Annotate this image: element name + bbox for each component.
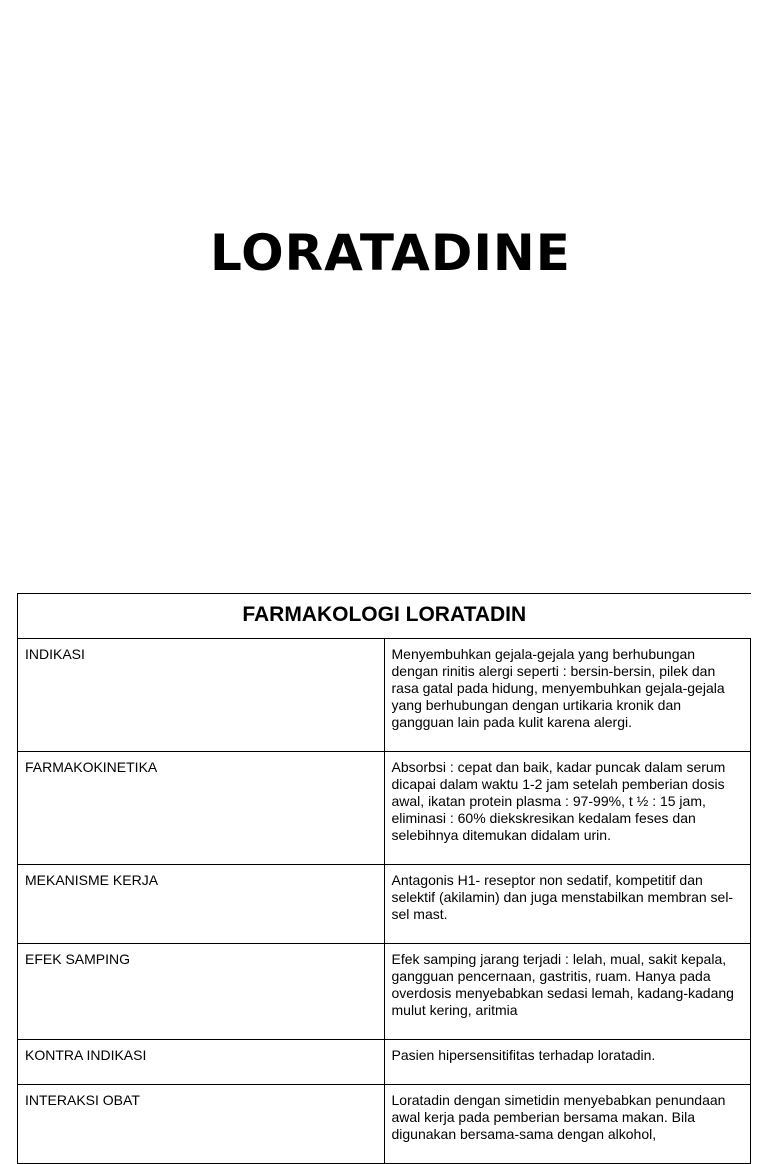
table-row: [18, 639, 751, 752]
table-row: [18, 944, 751, 1040]
row-label-farmakokinetika: FARMAKOKINETIKA: [18, 752, 385, 865]
table-header-row: [18, 594, 751, 639]
row-text-kontra-indikasi: Pasien hipersensitifitas terhadap loratadin.: [384, 1040, 751, 1085]
row-label-kontra-indikasi: KONTRA INDIKASI: [18, 1040, 385, 1085]
table-row: [18, 1040, 751, 1085]
table-heading: FARMAKOLOGI LORATADIN: [18, 594, 751, 639]
row-label-interaksi-obat: INTERAKSI OBAT: [18, 1085, 385, 1164]
row-text-interaksi-obat: Loratadin dengan simetidin menyebabkan penundaan awal kerja pada pemberian bersama makan. Bila digunakan bersama-sama dengan alkohol,: [384, 1085, 751, 1164]
table-row: [18, 865, 751, 944]
pharmacology-table: [17, 593, 751, 1164]
row-label-efek-samping: EFEK SAMPING: [18, 944, 385, 1040]
row-label-mekanisme-kerja: MEKANISME KERJA: [18, 865, 385, 944]
row-text-farmakokinetika: Absorbsi : cepat dan baik, kadar puncak dalam serum dicapai dalam waktu 1-2 jam setelah pemberian dosis awal, ikatan protein plasma : 97-99%, t ½ : 15 jam, eliminasi : 60% diekskresikan kedalam feses dan selebihnya ditemukan didalam urin.: [384, 752, 751, 865]
table-row: [18, 1085, 751, 1164]
row-text-efek-samping: Efek samping jarang terjadi : lelah, mual, sakit kepala, gangguan pencernaan, gastritis, ruam. Hanya pada overdosis menyebabkan sedasi lemah, kadang-kadang mulut kering, aritmia: [384, 944, 751, 1040]
row-label-indikasi: INDIKASI: [18, 639, 385, 752]
table-row: [18, 752, 751, 865]
row-text-indikasi: Menyembuhkan gejala-gejala yang berhubungan dengan rinitis alergi seperti : bersin-bersin, pilek dan rasa gatal pada hidung, menyembuhkan gejala-gejala yang berhubungan dengan urtikaria kronik dan gangguan lain pada kulit karena alergi.: [384, 639, 751, 752]
row-text-mekanisme-kerja: Antagonis H1- reseptor non sedatif, kompetitif dan selektif (akilamin) dan juga menstabilkan membran sel-sel mast.: [384, 865, 751, 944]
page-title: LORATADINE: [210, 224, 571, 282]
